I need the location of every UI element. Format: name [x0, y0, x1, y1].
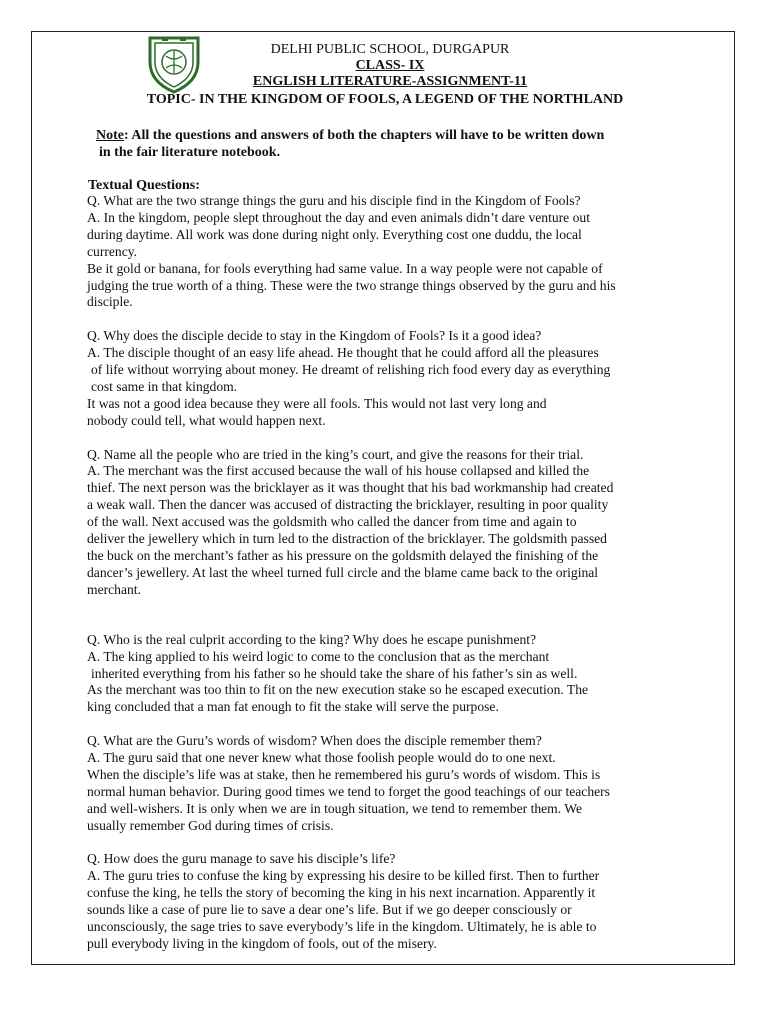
school-name: DELHI PUBLIC SCHOOL, DURGAPUR — [270, 42, 510, 57]
qa-item-6 — [87, 851, 707, 952]
qa-line: Q. Why does the disciple decide to stay in the Kingdom of Fools? Is it a good idea? — [87, 328, 542, 344]
qa-line: unconsciously, the sage tries to save everybody’s life in the kingdom. Ultimately, he is able to — [87, 919, 597, 935]
qa-item-5 — [87, 733, 707, 834]
qa-line: pull everybody living in the kingdom of fools, out of the misery. — [87, 936, 437, 951]
qa-line: disciple. — [87, 294, 133, 310]
qa-line: merchant. — [87, 581, 141, 597]
qa-line: Q. Name all the people who are tried in the king’s court, and give the reasons for their trial. — [87, 446, 584, 462]
topic-heading: TOPIC- IN THE KINGDOM OF FOOLS, A LEGEND OF THE NORTHLAND — [146, 92, 624, 107]
qa-line: It was not a good idea because they were all fools. This would not last very long and — [87, 395, 547, 411]
note-line-1: : All the questions and answers of both the chapters will have to be written down — [124, 128, 605, 143]
qa-line: of the wall. Next accused was the goldsmith who called the dancer from time and again to — [87, 514, 577, 530]
qa-line: thief. The next person was the bricklayer as it was thought that his bad workmanship had created — [87, 480, 614, 496]
note-paragraph — [96, 127, 716, 161]
qa-item-2 — [87, 328, 707, 429]
qa-list — [87, 193, 707, 970]
qa-line: dancer’s jewellery. At last the wheel turned full circle and the blame came back to the original — [87, 564, 599, 580]
qa-line: usually remember God during times of crisis. — [87, 817, 334, 833]
qa-line: Q. How does the guru manage to save his disciple’s life? — [87, 851, 396, 867]
qa-line: Q. Who is the real culprit according to the king? Why does he escape punishment? — [87, 631, 537, 647]
assignment-heading: ENGLISH LITERATURE-ASSIGNMENT-11 — [252, 74, 528, 89]
qa-line: A. The guru said that one never knew what those foolish people would do to one next. — [87, 750, 556, 766]
qa-item-3 — [87, 447, 707, 599]
qa-item-1 — [87, 193, 707, 311]
qa-line: inherited everything from his father so he should take the share of his father’s sin as well. — [91, 665, 578, 681]
qa-line: during daytime. All work was done during night only. Everything cost one duddu, the local — [87, 226, 582, 242]
qa-line: A. The king applied to his weird logic to come to the conclusion that as the merchant — [87, 648, 550, 664]
qa-line: the buck on the merchant’s father as his pressure on the goldsmith delayed the finishing of the — [87, 548, 599, 563]
qa-line: A. The guru tries to confuse the king by expressing his desire to be killed first. Then to further — [87, 868, 600, 884]
qa-line: As the merchant was too thin to fit on the new execution stake so he escaped execution. The — [87, 682, 589, 698]
qa-line: confuse the king, he tells the story of becoming the king in his next incarnation. Apparently it — [87, 885, 596, 901]
qa-line: Q. What are the two strange things the guru and his disciple find in the Kingdom of Fools? — [87, 193, 581, 208]
qa-line: sounds like a case of pure lie to save a dear one’s life. But if we go deeper consciously or — [87, 902, 572, 918]
qa-line: nobody could tell, what would happen next. — [87, 412, 326, 428]
qa-line: cost same in that kingdom. — [91, 378, 238, 394]
qa-line: of life without worrying about money. He dreamt of relishing rich food every day as everything — [91, 362, 611, 378]
qa-line: A. The merchant was the first accused because the wall of his house collapsed and killed the — [87, 463, 590, 479]
note-label: Note — [96, 128, 124, 143]
qa-line: currency. — [87, 243, 138, 259]
class-heading: CLASS- IX — [355, 58, 425, 73]
qa-line: and well-wishers. It is only when we are in tough situation, we tend to remember them. We — [87, 800, 583, 816]
qa-line: Q. What are the Guru’s words of wisdom? When does the disciple remember them? — [87, 733, 542, 749]
qa-line: A. The disciple thought of an easy life ahead. He thought that he could afford all the pleasures — [87, 345, 599, 361]
qa-line: a weak wall. Then the dancer was accused of distracting the bricklayer, resulting in poor quality — [87, 497, 609, 513]
qa-line: king concluded that a man fat enough to fit the stake will serve the purpose. — [87, 699, 499, 715]
qa-line: A. In the kingdom, people slept throughout the day and even animals didn’t dare venture out — [87, 209, 590, 225]
qa-line: judging the true worth of a thing. These were the two strange things observed by the guru and his — [87, 277, 616, 293]
section-title: Textual Questions: — [88, 178, 200, 193]
qa-line: When the disciple’s life was at stake, then he remembered his guru’s words of wisdom. This is — [87, 766, 601, 782]
qa-line: deliver the jewellery which in turn led to the distraction of the bricklayer. The goldsmith passed — [87, 531, 607, 547]
qa-line: normal human behavior. During good times we tend to forget the good teachings of our teachers — [87, 783, 610, 799]
note-line-2: in the fair literature notebook. — [99, 145, 281, 160]
qa-line: Be it gold or banana, for fools everything had same value. In a way people were not capable of — [87, 260, 603, 276]
qa-item-4 — [87, 632, 707, 717]
